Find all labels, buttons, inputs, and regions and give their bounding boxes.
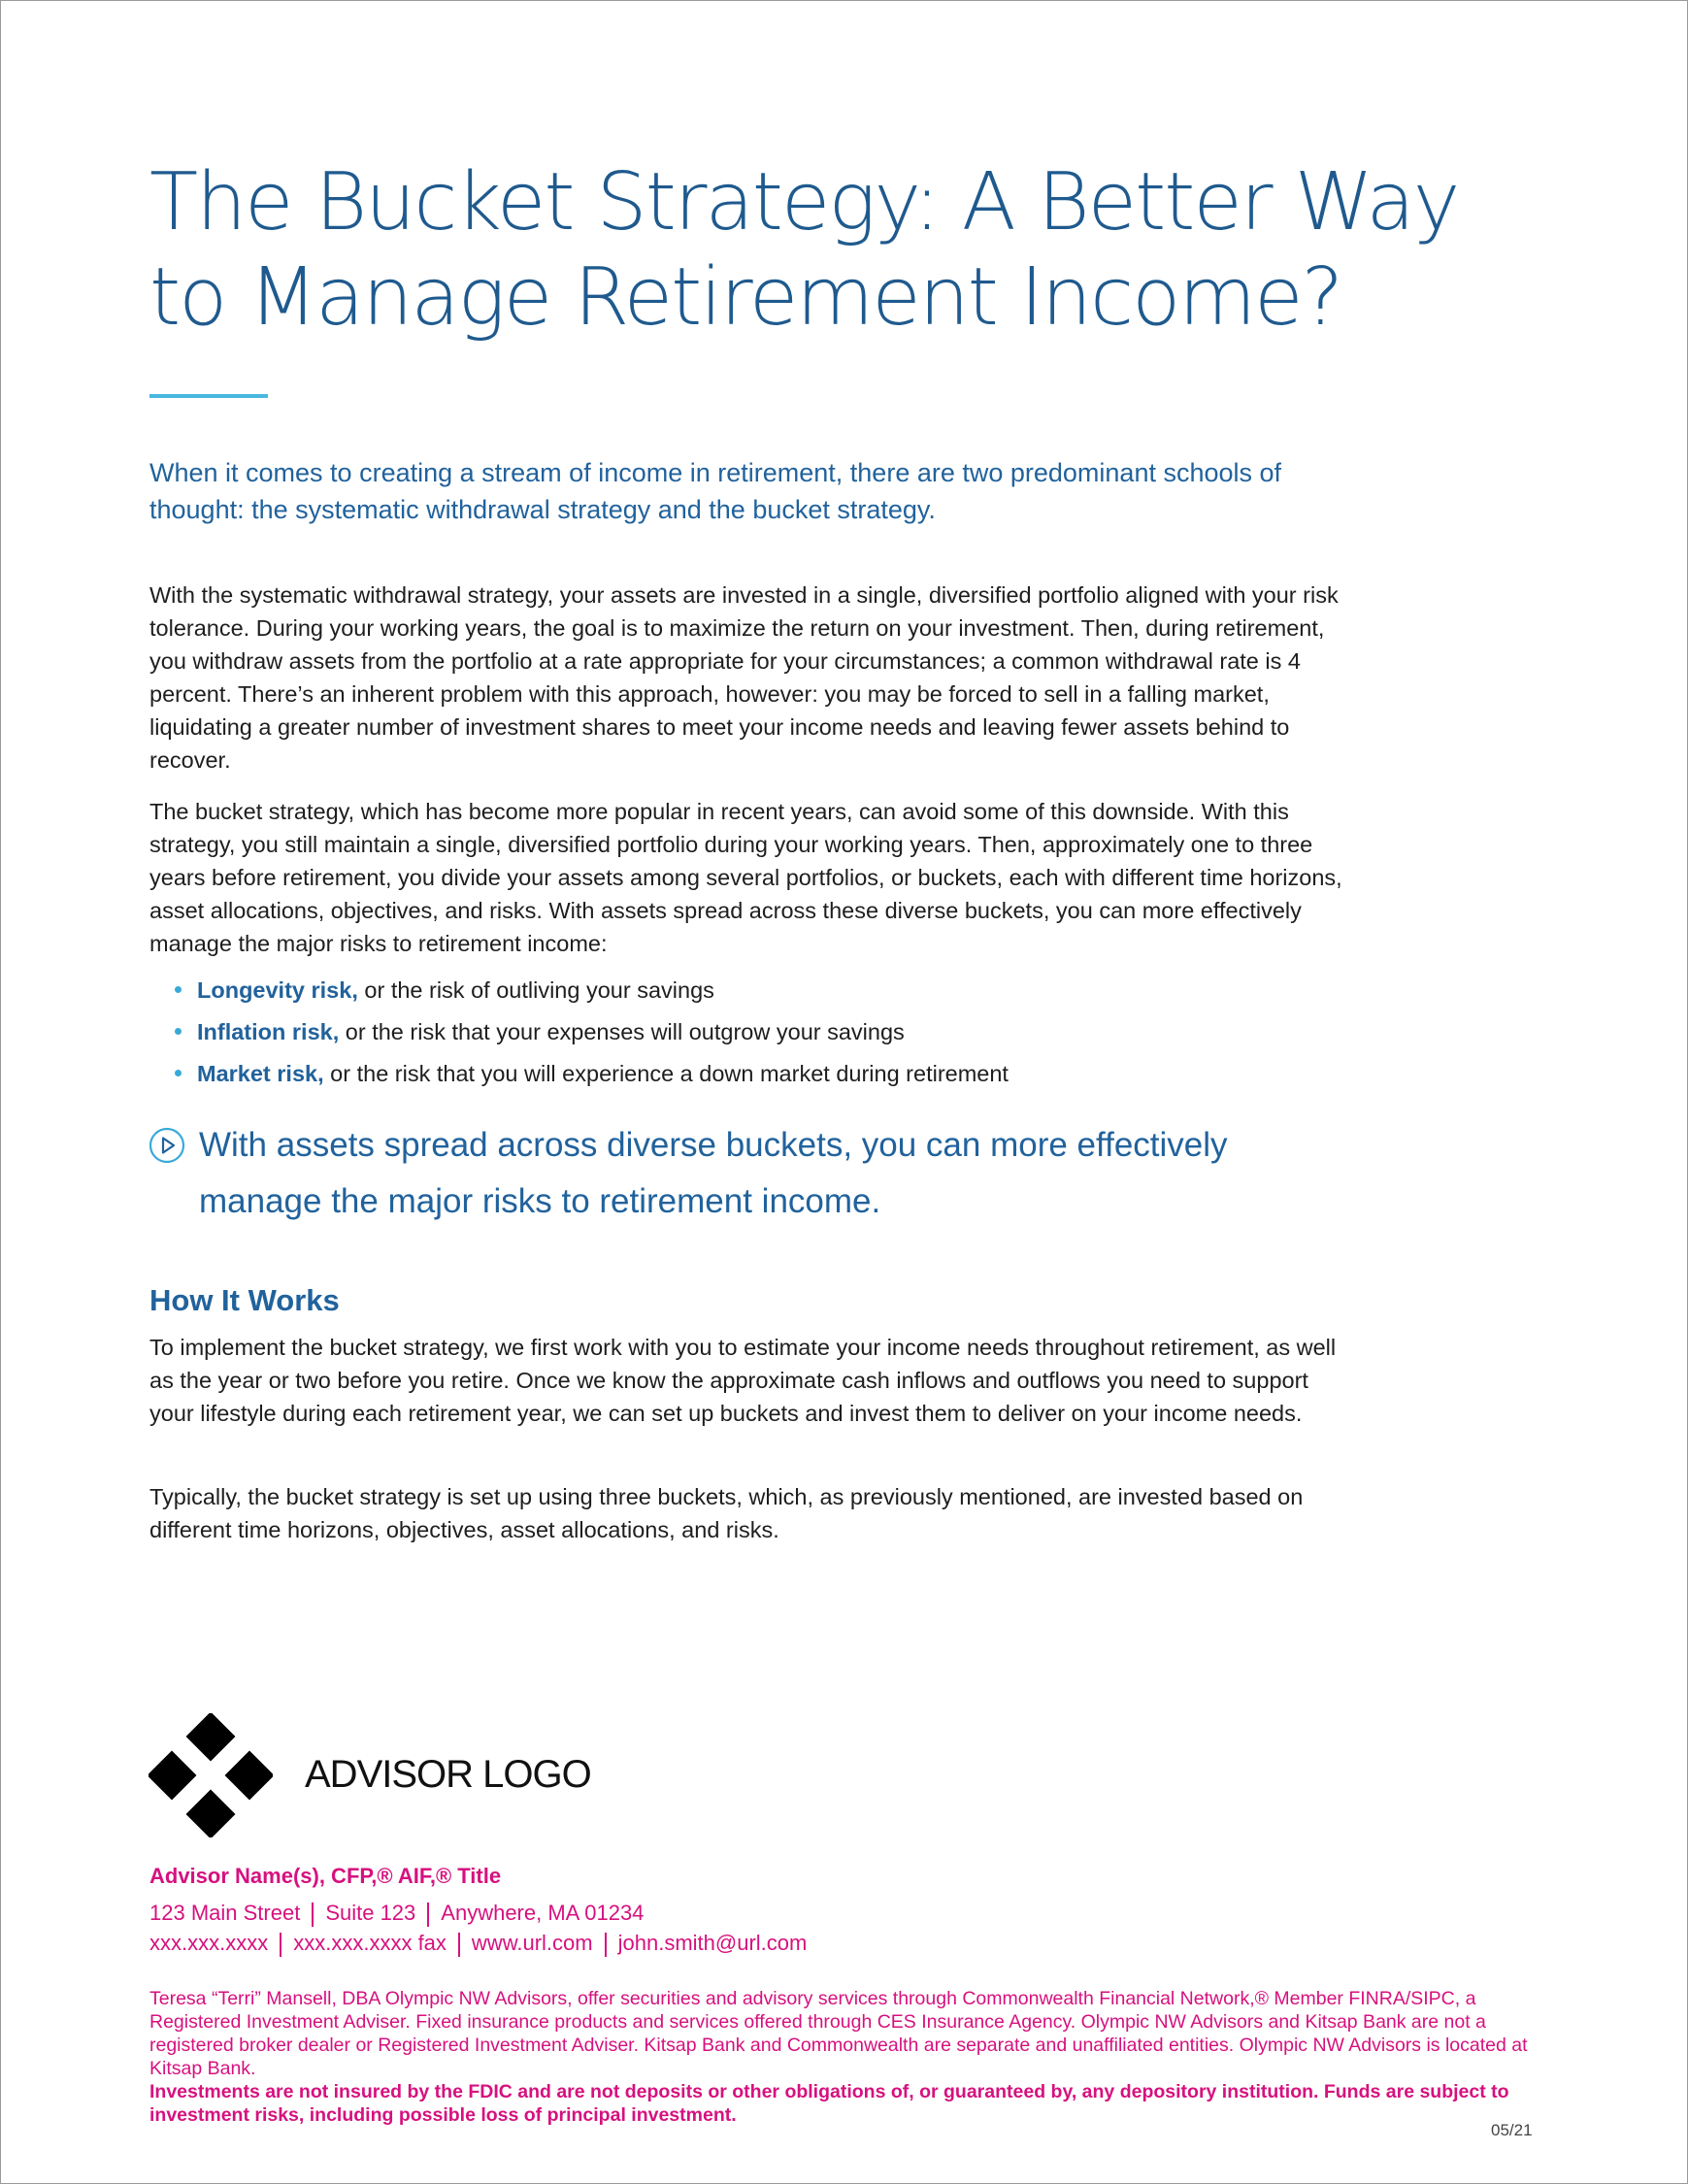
advisor-logo-text: ADVISOR LOGO — [305, 1753, 591, 1796]
risk-term: Inflation risk, — [197, 1019, 340, 1044]
list-item — [175, 1011, 1009, 1053]
pull-quote — [199, 1117, 1364, 1230]
how-it-works-heading: How It Works — [149, 1283, 340, 1317]
advisor-name: Advisor Name(s), CFP,® AIF,® Title — [149, 1864, 502, 1888]
how-it-works-paragraph: To implement the bucket strategy, we first work with you to estimate your income needs throughout retirement, as well as the year or two before you retire. Once we know the approximate cash inflows and outflows you need to support your lifestyle during each retirement year, we can set up buckets and invest them to deliver on your income needs. — [149, 1335, 1337, 1426]
disclaimer: Teresa “Terri” Mansell, DBA Olympic NW Advisors, offer securities and advisory services through Commonwealth Financial Network,® Member FINRA/SIPC, a Registered Investment Adviser. Fixed insurance products and services offered through CES Insurance Agency. Olympic NW Advisors and Kitsap Bank are not a registered broker dealer or Registered Investment Adviser. Kitsap Bank and Commonwealth are separate and unaffiliated entities. Olympic NW Advisors is located at Kitsap Bank. — [149, 1988, 1528, 2079]
risk-description: or the risk that your expenses will outgrow your savings — [339, 1019, 905, 1044]
systematic-withdrawal-paragraph: With the systematic withdrawal strategy, your assets are invested in a single, diversified portfolio aligned with your risk tolerance. During your working years, the goal is to maximize the return on your investment. Then, during retirement, you withdraw assets from the portfolio at a rate appropriate for your circumstances; a common withdrawal rate is 4 percent. There’s an inherent problem with this approach, however: you may be forced to sell in a falling market, liquidating a greater number of investment shares to meet your income needs and leaving fewer assets behind to recover. — [149, 582, 1339, 773]
play-circle-icon — [149, 1127, 185, 1164]
title-line-1: The Bucket Strategy: A Better Way — [149, 156, 1459, 248]
three-buckets-paragraph: Typically, the bucket strategy is set up using three buckets, which, as previously mentioned, are invested based on different time horizons, objectives, asset allocations, and risks. — [149, 1484, 1304, 1542]
fax-number: xxx.xxx.xxxx fax — [293, 1931, 447, 1955]
pull-quote-line-2: manage the major risks to retirement income. — [199, 1182, 881, 1220]
separator — [458, 1933, 460, 1957]
suite: Suite 123 — [325, 1901, 416, 1925]
risk-term: Longevity risk, — [197, 977, 358, 1003]
risk-term: Market risk, — [197, 1061, 324, 1086]
list-item — [175, 1053, 1009, 1095]
street-address: 123 Main Street — [149, 1901, 301, 1925]
date-code: 05/21 — [1491, 2121, 1533, 2139]
separator — [312, 1903, 314, 1927]
separator — [427, 1903, 429, 1927]
advisor-logo-icon — [149, 1713, 273, 1837]
bullet-icon — [175, 986, 182, 993]
bullet-icon — [175, 1028, 182, 1035]
separator — [605, 1933, 607, 1957]
list-item — [175, 970, 1009, 1011]
address-line — [149, 1901, 644, 1927]
separator — [280, 1933, 281, 1957]
email-link[interactable]: john.smith@url.com — [617, 1931, 808, 1955]
bucket-strategy-paragraph: The bucket strategy, which has become more popular in recent years, can avoid some of this downside. With this strategy, you still maintain a single, diversified portfolio during your working years. Then, approximately one to three years before retirement, you divide your assets among several portfolios, or buckets, each with different time horizons, asset allocations, objectives, and risks. With assets spread across these diverse buckets, you can more effectively manage the major risks to retirement income: — [149, 799, 1342, 956]
bullet-icon — [175, 1070, 182, 1076]
phone-number: xxx.xxx.xxxx — [149, 1931, 269, 1955]
fdic-disclaimer: Investments are not insured by the FDIC and are not deposits or other obligations of, or guaranteed by, any depository institution. Funds are subject to investment risks, including possible loss of principal investment. — [149, 2081, 1509, 2126]
contact-line — [149, 1931, 807, 1957]
risk-description: or the risk of outliving your savings — [357, 977, 714, 1003]
website-link[interactable]: www.url.com — [471, 1931, 593, 1955]
city-state-zip: Anywhere, MA 01234 — [441, 1901, 645, 1925]
title-divider — [149, 394, 268, 398]
intro-paragraph: When it comes to creating a stream of income in retirement, there are two predominant schools of thought: the systematic withdrawal strategy and the bucket strategy. — [149, 458, 1282, 524]
pull-quote-line-1: With assets spread across diverse buckets, you can more effectively — [199, 1126, 1228, 1164]
title-line-2: to Manage Retirement Income? — [149, 251, 1342, 344]
page-title — [149, 155, 1459, 346]
risk-list — [175, 970, 1009, 1095]
risk-description: or the risk that you will experience a down market during retirement — [323, 1061, 1009, 1086]
